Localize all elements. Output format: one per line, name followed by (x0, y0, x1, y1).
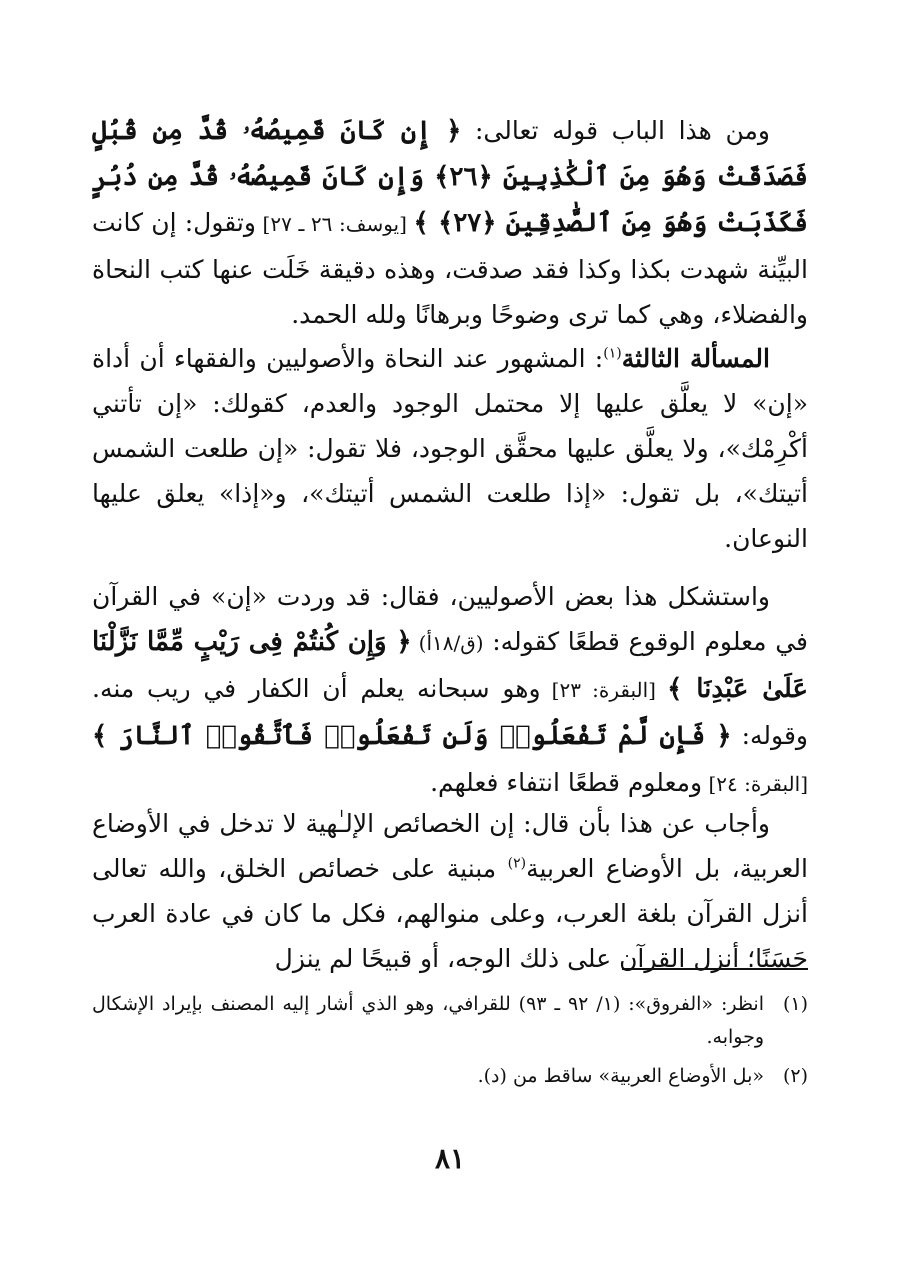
paragraph-1-body: وتقول: إن كانت البيِّنة شهدت بكذا وكذا فقد صدقت، وهذه دقيقة خَلَت عنها كتب النحاة والفضلاء، وهي كما ترى وضوحًا وبرهانًا ولله الحمد. (92, 208, 808, 329)
quran-verse-baqarah-23: ﴿ وَإِن كُنتُمْ فِى رَيْبٍ مِّمَّا نَزَّلْنَا عَلَىٰ عَبْدِنَا ﴾ (92, 627, 808, 704)
page-number: ٨١ (434, 1142, 466, 1175)
paragraph-2-body: : المشهور عند النحاة والأصوليين والفقهاء أن أداة «إن» لا يعلَّق عليها إلا محتمل الوجود والعدم، كقولك: «إن تأتني أكْرِمْك»، ولا يعلَّق عليها محقَّق الوجود، فلا تقول: «إن طلعت الشمس أتيتك»، بل تقول: «إذا طلعت الشمس أتيتك»، و«إذا» يعلق عليها النوعان. (92, 344, 808, 553)
footnote-separator (622, 968, 808, 970)
paragraph-3 (92, 574, 808, 807)
section-heading: المسألة الثالثة (621, 344, 770, 373)
verse-reference-baqarah-23: [البقرة: ٢٣] (540, 678, 668, 702)
footnotes (92, 988, 808, 1099)
footnote-2-text: «بل الأوضاع العربية» ساقط من (د). (477, 1065, 764, 1087)
manuscript-reference: (ق/١٨أ) (411, 631, 484, 655)
footnote-2-number: (٢) (782, 1065, 808, 1087)
paragraph-2 (92, 336, 808, 561)
footnote-marker-1: (١) (603, 345, 622, 362)
paragraph-4-intro: وأجاب عن هذا بأن قال: إن الخصائص الإلـٰهية لا تدخل في الأوضاع العربية، بل الأوضاع العربية (92, 809, 808, 883)
paragraph-4 (92, 801, 808, 981)
paragraph-3-intro: واستشكل هذا بعض الأصوليين، فقال: قد وردت «إن» في القرآن في معلوم الوقوع قطعًا كقوله: (92, 582, 808, 656)
paragraph-4-body: مبنية على خصائص الخلق، والله تعالى أنزل القرآن بلغة العرب، وعلى منوالهم، فكل ما كان في عادة العرب حَسَنًا؛ أنزل القرآن على ذلك الوجه، أو قبيحًا لم ينزل (92, 854, 808, 973)
paragraph-1 (92, 108, 808, 337)
paragraph-3-mid: وهو سبحانه يعلم أن الكفار في ريب منه. وقوله: (92, 674, 808, 750)
footnote-2 (92, 1060, 808, 1093)
verse-reference-yusuf: [يوسف: ٢٦ ـ ٢٧] (255, 212, 414, 236)
quran-verse-baqarah-24: ﴿ فَإِن لَّمْ تَفْعَلُوا۟ وَلَن تَفْعَلُوا۟ فَٱتَّقُوا۟ ٱلنَّارَ ﴾ (92, 721, 732, 751)
footnote-1 (92, 988, 808, 1054)
verse-reference-baqarah-24: [البقرة: ٢٤] (702, 772, 808, 796)
footnote-1-number: (١) (782, 993, 808, 1015)
quran-verse-yusuf: ﴿ إِن كَانَ قَمِيصُهُۥ قُدَّ مِن قُبُلٍ فَصَدَقَتْ وَهُوَ مِنَ ٱلْكَٰذِبِينَ ﴿٢٦﴾ وَإِن كَانَ قَمِيصُهُۥ قُدَّ مِن دُبُرٍ فَكَذَبَتْ وَهُوَ مِنَ ٱلصَّٰدِقِينَ ﴿٢٧﴾ ﴾ (92, 116, 808, 238)
paragraph-3-end: ومعلوم قطعًا انتفاء فعلهم. (430, 768, 703, 797)
footnote-1-text: انظر: «الفروق»: (١/ ٩٢ ـ ٩٣) للقرافي، وهو الذي أشار إليه المصنف بإيراد الإشكال وجوابه. (92, 993, 764, 1048)
footnote-marker-2: (٢) (507, 855, 527, 872)
paragraph-1-intro: ومن هذا الباب قوله تعالى: (461, 116, 771, 145)
